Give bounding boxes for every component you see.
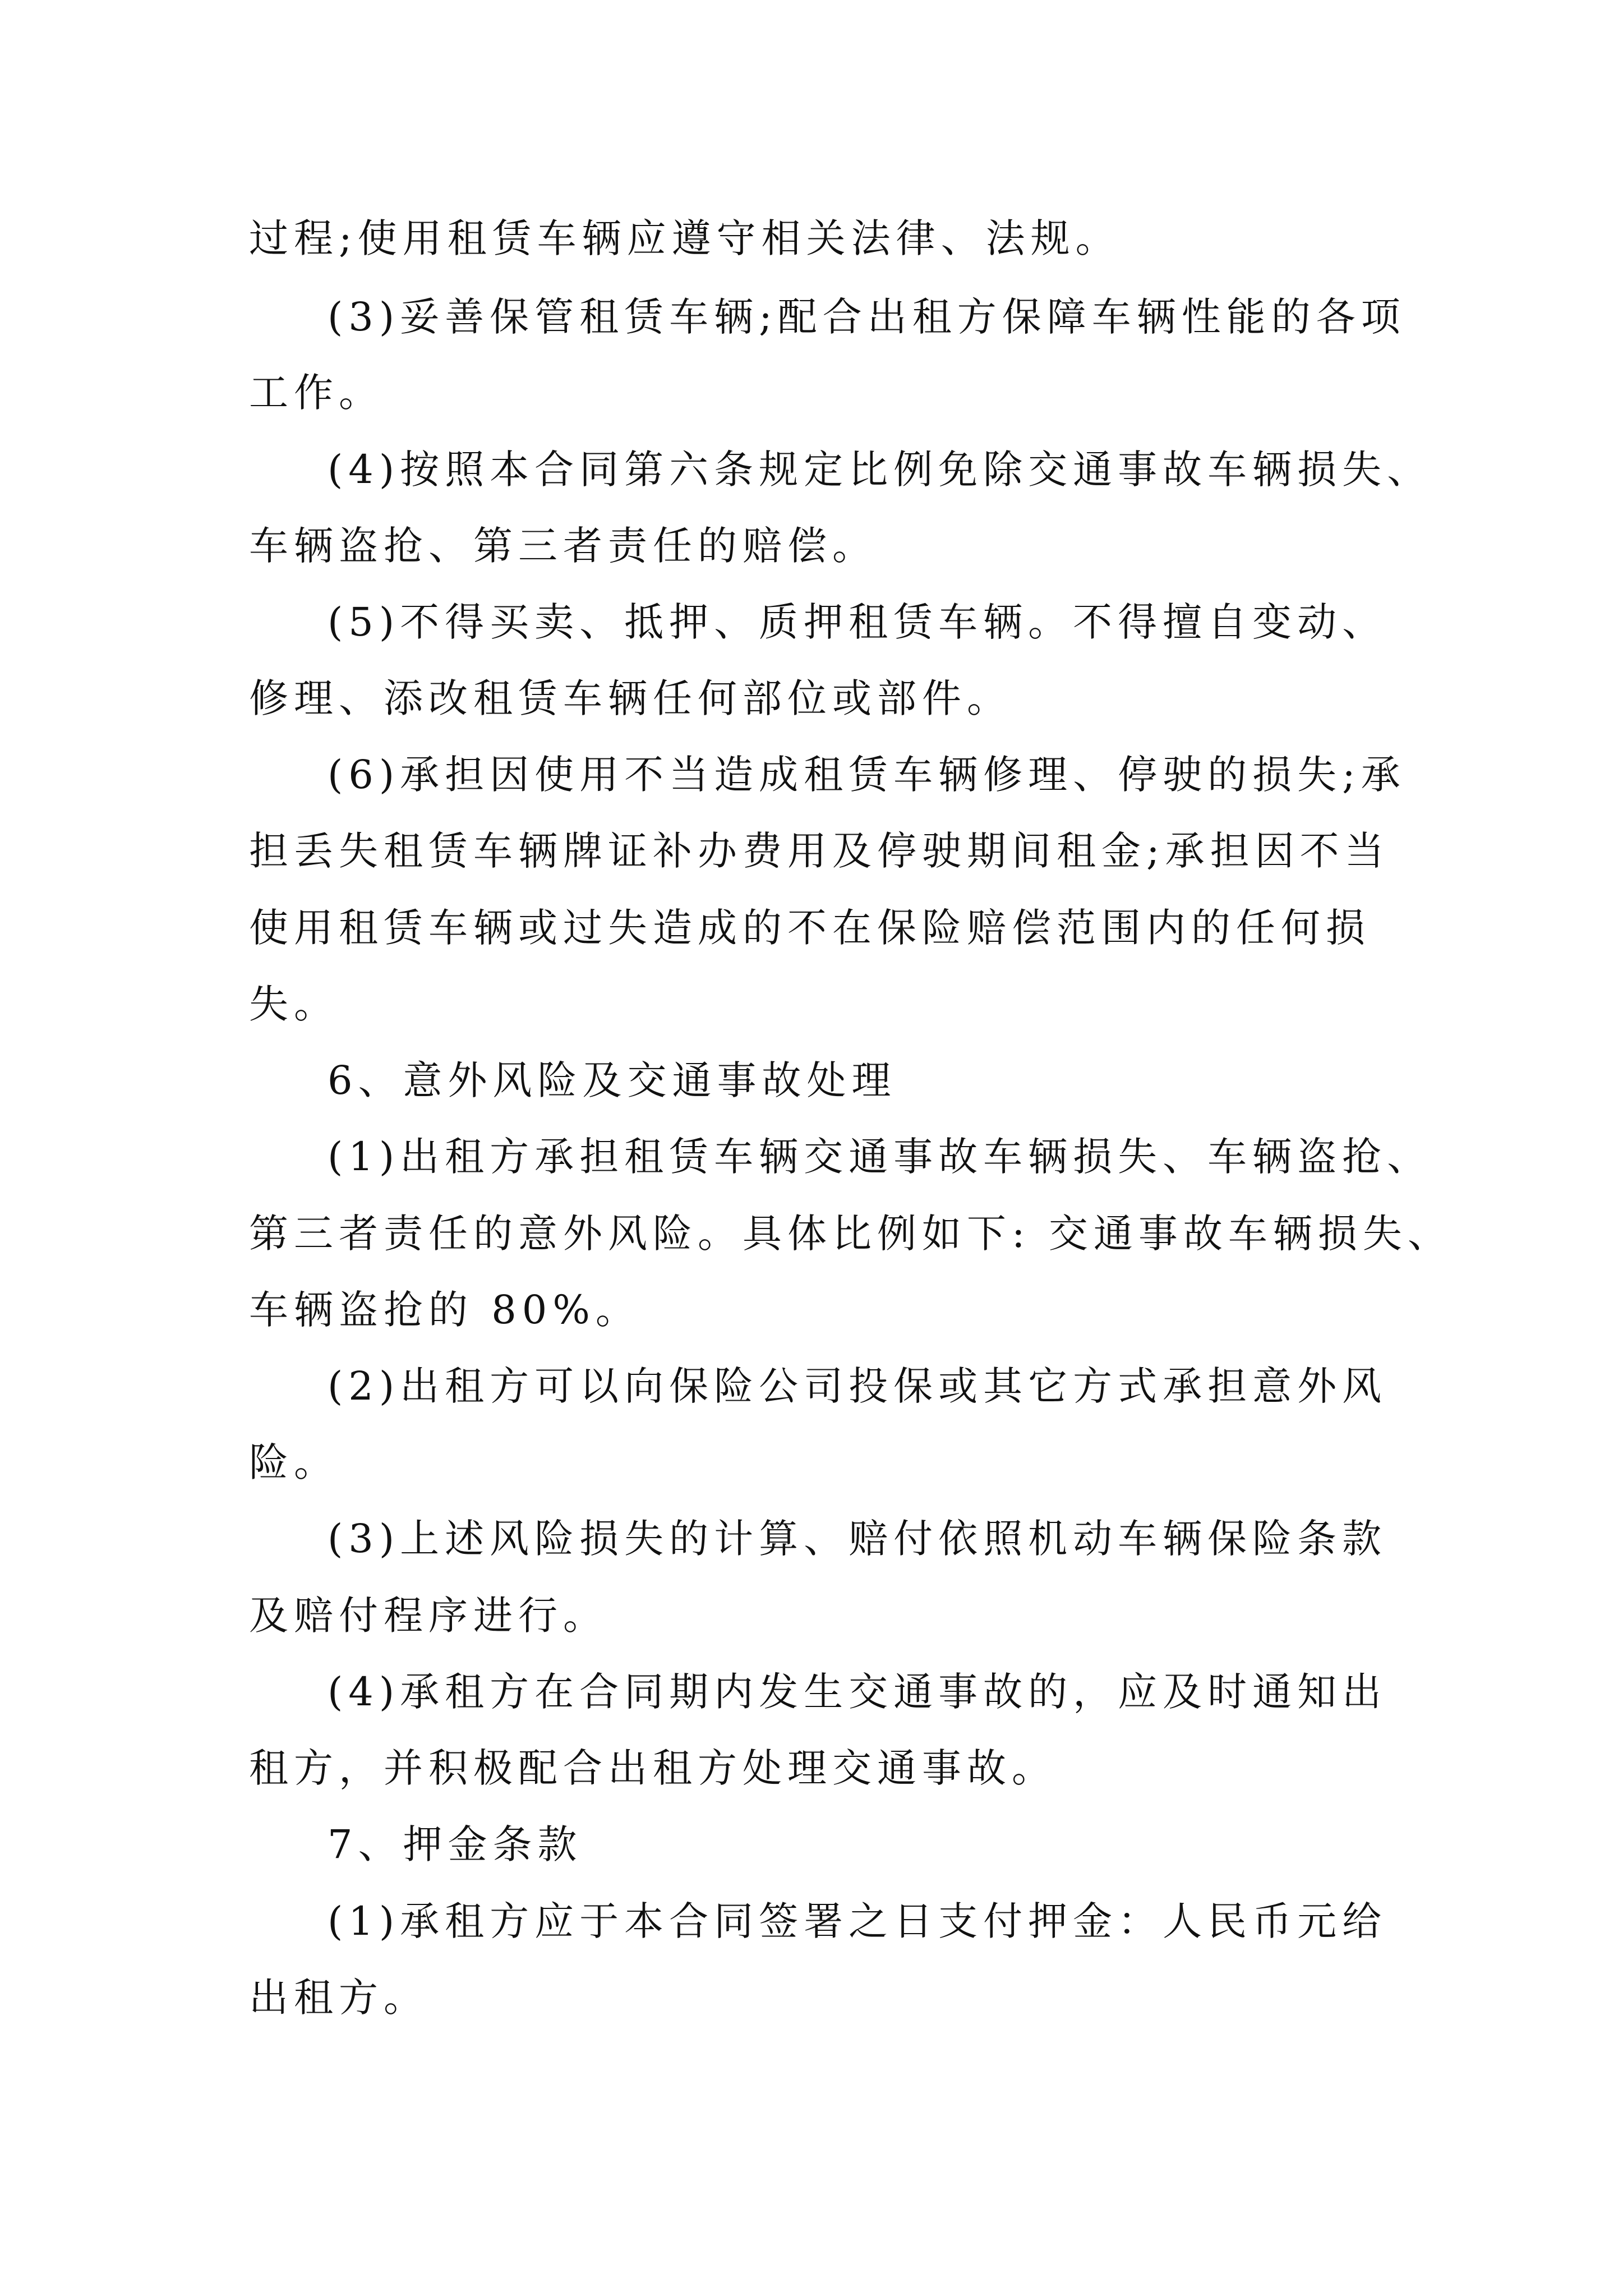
text-line: (1)承租方应于本合同签署之日支付押金：人民币元给 — [328, 1898, 1387, 1944]
text-line: 第三者责任的意外风险。具体比例如下: 交通事故车辆损失、 — [249, 1211, 1453, 1257]
text-line: 修理、添改租赁车辆任何部位或部件。 — [249, 675, 1012, 721]
text-line: (5)不得买卖、抵押、质押租赁车辆。不得擅自变动、 — [328, 599, 1387, 645]
text-line: 失。 — [249, 981, 339, 1027]
text-line: (4)承租方在合同期内发生交通事故的，应及时通知出 — [328, 1669, 1387, 1715]
text-line: 及赔付程序进行。 — [249, 1593, 608, 1639]
text-line: (3)妥善保管租赁车辆;配合出租方保障车辆性能的各项 — [328, 294, 1406, 340]
text-line: (6)承担因使用不当造成租赁车辆修理、停驶的损失;承 — [328, 752, 1406, 798]
section-heading: 7、押金条款 — [328, 1821, 583, 1867]
text-line: (4)按照本合同第六条规定比例免除交通事故车辆损失、 — [328, 447, 1432, 493]
text-line: 出租方。 — [249, 1975, 428, 2021]
text-line: (1)出租方承担租赁车辆交通事故车辆损失、车辆盗抢、 — [328, 1134, 1432, 1180]
text-line: 过程;使用租赁车辆应遵守相关法律、法规。 — [249, 215, 1121, 261]
text-line: 使用租赁车辆或过失造成的不在保险赔偿范围内的任何损 — [249, 905, 1371, 951]
text-line: 车辆盗抢、第三者责任的赔偿。 — [249, 523, 877, 569]
text-line: 担丢失租赁车辆牌证补办费用及停驶期间租金;承担因不当 — [249, 828, 1390, 874]
text-line: 工作。 — [249, 370, 384, 416]
text-line: 险。 — [249, 1439, 339, 1485]
section-heading: 6、意外风险及交通事故处理 — [328, 1057, 897, 1103]
text-line: (3)上述风险损失的计算、赔付依照机动车辆保险条款 — [328, 1516, 1387, 1562]
text-line: (2)出租方可以向保险公司投保或其它方式承担意外风 — [328, 1363, 1387, 1409]
text-line: 租方，并积极配合出租方处理交通事故。 — [249, 1745, 1057, 1791]
text-line: 车辆盗抢的 80%。 — [249, 1287, 640, 1333]
